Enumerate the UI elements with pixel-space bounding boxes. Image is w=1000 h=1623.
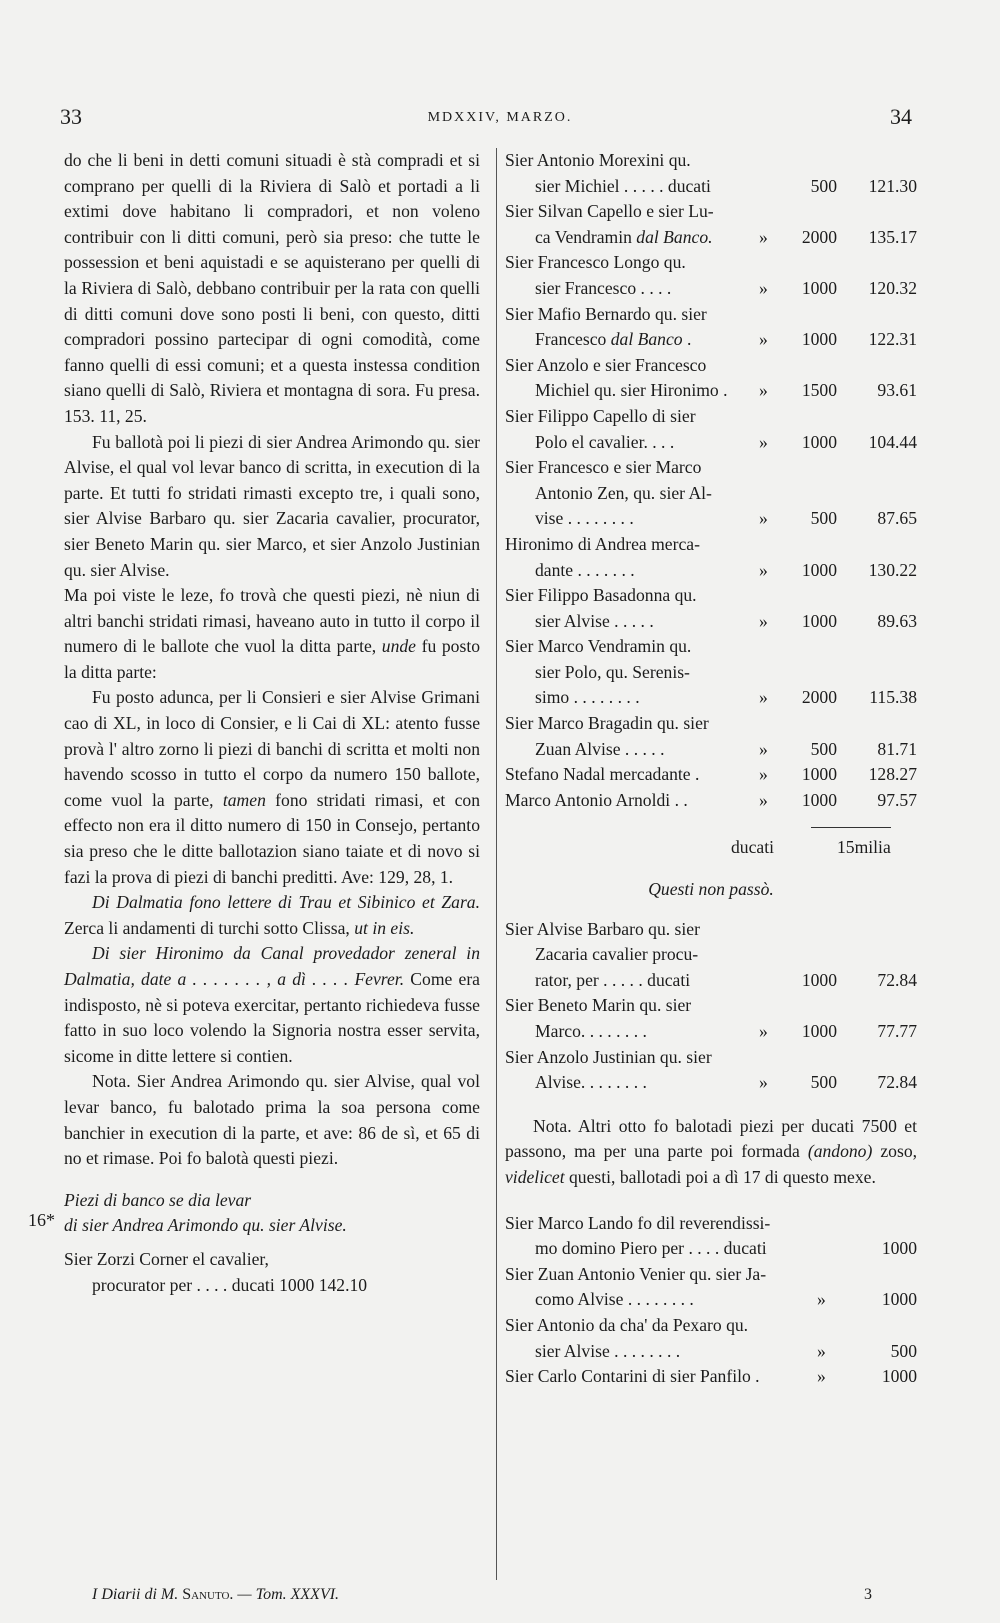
- entry-line: Sier Francesco e sier Marco: [505, 457, 702, 478]
- entry-line: Sier Filippo Capello di sier: [505, 405, 696, 426]
- entry-line: sier Polo, qu. Serenis-: [535, 661, 690, 682]
- entry-line: sier Alvise . . . . .: [535, 610, 654, 631]
- entry-line: Francesco dal Banco .: [535, 329, 692, 350]
- total-value: 15milia: [837, 837, 891, 858]
- entry-line: Polo el cavalier. . . .: [535, 431, 675, 452]
- entry-value: 121.30: [868, 175, 917, 196]
- paragraph: Di sier Hironimo da Canal provedador zeneral in Dalmatia, date a . . . . . . . , a dì . . . . Fevrer. Come era indisposto, nè si poteva exercitar, pertanto richiedeva fusse fatto in suo loco volendo la Signoria nostra esser servita, sicome in ditte lettere si contien.: [64, 943, 480, 1066]
- list-item: Sier Zorzi Corner el cavalier,: [64, 1248, 269, 1269]
- entry-line: Marco Antonio Arnoldi . .: [505, 789, 688, 810]
- entry-line: sier Francesco . . . .: [535, 277, 672, 298]
- entry-line: dante . . . . . . .: [535, 559, 635, 580]
- entry-line: Zuan Alvise . . . . .: [535, 738, 665, 759]
- entry-line: Sier Filippo Basadonna qu.: [505, 585, 697, 606]
- entry-line: Antonio Zen, qu. sier Al-: [535, 482, 712, 503]
- entry-line: Michiel qu. sier Hironimo .: [535, 380, 728, 401]
- entry-line: Marco. . . . . . . .: [535, 1021, 647, 1041]
- entry-line: Sier Alvise Barbaro qu. sier: [505, 918, 700, 939]
- entry-line: como Alvise . . . . . . . .: [535, 1289, 694, 1310]
- entry-line: mo domino Piero per . . . . ducati: [535, 1238, 767, 1259]
- paragraph: Fu ballotà poi li piezi di sier Andrea Arimondo qu. sier Alvise, el qual vol levar banco di scritta, in execution di la parte. Et tutti fo stridati rimasti excepto tre, i quali sono, sier Alvise Barbaro qu. sier Zacaria cavalier, procurator, sier Beneto Marin qu. sier Marco, et sier Anzolo Justinian qu. sier Alvise.: [64, 431, 480, 580]
- paragraph: Di Dalmatia fono lettere di Trau et Sibinico et Zara. Zerca li andamenti di turchi sotto Clissa, ut in eis.: [64, 892, 480, 938]
- running-title: MDXXIV, MARZO.: [427, 110, 573, 125]
- left-column: [64, 148, 480, 1298]
- entry-line: Sier Marco Vendramin qu.: [505, 636, 692, 657]
- entry-line: Sier Marco Lando fo dil reverendissi-: [505, 1212, 771, 1233]
- entry-amount: 500: [810, 175, 837, 196]
- list-item: procurator per . . . . ducati 1000 142.10: [92, 1274, 368, 1295]
- total-label: ducati: [731, 837, 774, 858]
- entry-line: Sier Marco Bragadin qu. sier: [505, 713, 709, 734]
- footer-citation: I Diarii di M. Sanuto. — Tom. XXXVI.: [92, 1586, 340, 1603]
- entry-line: Sier Silvan Capello e sier Lu-: [505, 201, 714, 222]
- paragraph: Fu posto adunca, per li Consieri e sier Alvise Grimani cao di XL, in loco di Consier, e li Cai di XL: atento fusse provà l' altro zorno li piezi di banchi di scritta et molti non havendo scosso in tutto el corpo da numero 150 ballote, come vuol la parte, tamen fono stridati rimasi, et con effecto non era il ditto numero di 150 in Consejo, pertanto sia preso che le ditte ballotazion siano taiate et di novo si fazi la prova di piezi di banchi preditti. Ave: 129, 28, 1.: [64, 687, 480, 887]
- margin-note: 16*: [28, 1210, 55, 1230]
- entry-line: Sier Carlo Contarini di sier Panfilo .: [505, 1366, 760, 1387]
- paragraph: do che li beni in detti comuni situadi è stà compradi et si comprano per quelli di la Riviera di Salò et portadi a li extimi dove habitano li compradori, et non voleno contribuir con li ditti comuni, però sia preso: che tutte le possession et beni aquistadi e se aquisterano per quelli di la Riviera di Salò, debbano contribuir per la rata con quelli di ditti comuni dove sono posti li beni, con questo, ditti compradori possino partecipar di ogni comodità, come fanno quelli di essi comuni; et a questa instessa condition siano quelli di Salò, Riviera et montagna di sora. Fu presa. 153. 11, 25.: [64, 150, 480, 426]
- page-number-right: 34: [890, 104, 912, 129]
- entry-line: vise . . . . . . . .: [535, 508, 634, 529]
- paragraph: Nota. Altri otto fo balotadi piezi per ducati 7500 et passono, ma per una parte poi formada (andono) zoso, videlicet questi, ballotadi poi a dì 17 di questo mexe.: [505, 1115, 918, 1187]
- signature-mark: 3: [864, 1586, 872, 1603]
- entry-line: Sier Anzolo Justinian qu. sier: [505, 1046, 712, 1067]
- entry-line: Sier Zuan Antonio Venier qu. sier Ja-: [505, 1263, 767, 1284]
- entry-line: ca Vendramin dal Banco.: [535, 226, 713, 247]
- entry-line: Sier Anzolo e sier Francesco: [505, 354, 707, 375]
- paragraph: Nota. Sier Andrea Arimondo qu. sier Alvise, qual vol levar banco, fu balotado prima la soa persona come banchier in execution di la parte, et ave: 86 de sì, et 65 di no et rimase. Poi fo balotà questi piezi.: [64, 1071, 480, 1169]
- right-column: Sier Antonio Morexini qu. sier Michiel . . . . . ducati 500 121.30 Sier Silvan Capello e sier Lu- ca Vendramin dal Banco. » 2000 135.17 Sier Francesco Longo qu. sier Francesco . . . . » 1000 120.32 Sier Mafio Bernardo qu. sier Francesco dal Banco . » 1000 122.31 Sier Anzolo e sier Francesco Michiel qu. sier Hironimo . » 1500 93.61 Sier Filippo Capello di sier Polo el cavalier. . . . » 1000 104.44 Sier Francesco e sier Marco Antonio Zen, qu. sier Al- vise . . . . . . . . » 500 87.65 Hironimo di Andrea merca- dante . . . . . . . » 1000 130.22 Sier Filippo Basadonna qu. sier Alvise . . . . . » 1000 89.63 Sier Marco Vendramin qu. sier Polo, qu. Serenis- simo . . . . . . . . » 2000 115.38 Sier Marco Bragadin qu. sier Zuan Alvise . . . . . » 500 81.71 Stefano Nadal mercadante . » 1000 128.27 Marco Antonio Arnoldi . . » 1000 97.57 ducati 15milia Questi non passò. Sier Alvise Barbaro qu. sier Zacaria cavalier procu- rator, per . . . . . ducati 1000 72.84 Sier Beneto Marin qu. sier Marco. . . . . . . . » 1000 77.77 Sier Anzolo Justinian qu. sier Alvise. . . . . . . . » 500 72.84 Nota. Altri otto fo balotadi piezi per ducati 7500 et passono, ma per una parte poi formada (andono) zoso, videlicet questi, ballotadi poi a dì 17 di questo mexe. Sier Marco Lando fo dil reverendissi- mo domino Piero per . . . . ducati 1000 Sier Zuan Antonio Venier qu. sier Ja- como Alvise . . . . . . . . » 1000 Sier Antonio da cha' da Pexaro qu. sier Alvise . . . . . . . . » 500 Sier Carlo Contarini di sier Panfilo . » 1000: [505, 148, 917, 1390]
- entry-line: Sier Mafio Bernardo qu. sier: [505, 303, 707, 324]
- entry-line: Stefano Nadal mercadante .: [505, 764, 700, 785]
- total-rule: [811, 827, 891, 828]
- entry-line: Zacaria cavalier procu-: [535, 944, 699, 965]
- section-title: di sier Andrea Arimondo qu. sier Alvise.: [64, 1215, 347, 1236]
- entry-line: rator, per . . . . . ducati: [535, 969, 691, 990]
- section-title: Questi non passò.: [648, 879, 774, 900]
- page-number-left: 33: [60, 104, 82, 129]
- entry-line: simo . . . . . . . .: [535, 687, 640, 708]
- entry-line: sier Alvise . . . . . . . .: [535, 1340, 681, 1361]
- entry-line: Sier Beneto Marin qu. sier: [505, 995, 692, 1016]
- column-divider: [496, 148, 497, 1580]
- entry-line: Sier Antonio da cha' da Pexaro qu.: [505, 1314, 749, 1335]
- section-title: Piezi di banco se dia levar: [64, 1189, 252, 1210]
- entry-line: Sier Francesco Longo qu.: [505, 252, 686, 273]
- entry-line: sier Michiel . . . . . ducati: [535, 175, 711, 196]
- entry-line: Sier Antonio Morexini qu.: [505, 150, 691, 170]
- entry-line: Hironimo di Andrea merca-: [505, 533, 700, 554]
- entry-line: Alvise. . . . . . . .: [535, 1072, 647, 1093]
- paragraph: Ma poi viste le leze, fo trovà che questi piezi, nè niun di altri banchi stridati rimasi, haveano auto in tutto il corpo il numero di le ballote che vuol la ditta parte, unde fu posto la ditta parte:: [64, 585, 480, 682]
